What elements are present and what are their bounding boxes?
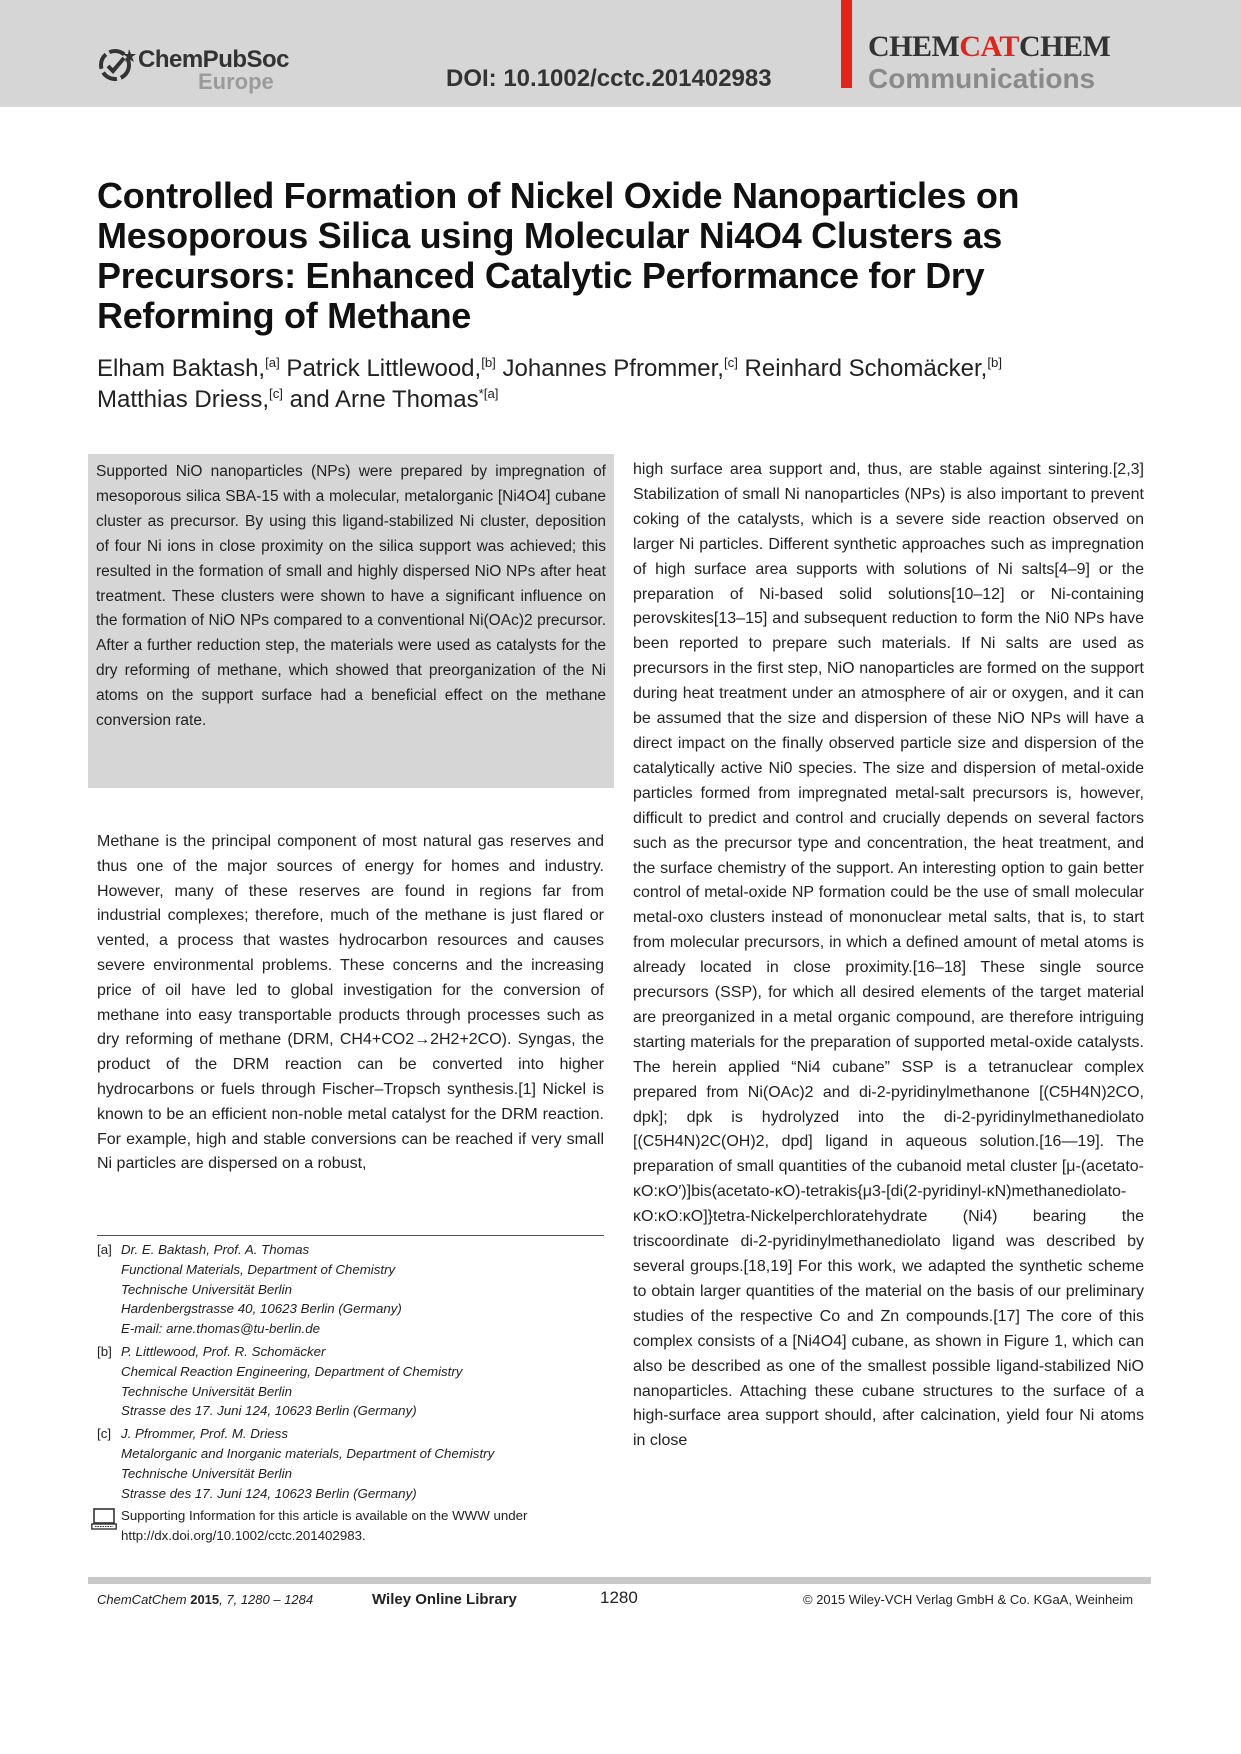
affiliation-label: [c] [97,1426,112,1442]
affiliation-line: Hardenbergstrasse 40, 10623 Berlin (Germany) [121,1301,402,1317]
title-line: Controlled Formation of Nickel Oxide Nanoparticles on [97,175,1020,216]
chempubsoc-logo-icon [98,46,136,84]
footer-citation: ChemCatChem 2015, 7, 1280 – 1284 [97,1592,314,1607]
affiliation-item [97,1424,604,1503]
author-name: and Arne Thomas [282,386,479,413]
abstract-text: Supported NiO nanoparticles (NPs) were prepared by impregnation of mesoporous silica SBA-15 with a molecular, metalorganic [Ni4O4] cubane cluster as precursor. By using this ligand-stabilized Ni cluster, deposition of four Ni ions in close proximity on the silica support was achieved; this resulted in the formation of small and highly dispersed NiO NPs after heat treatment. These clusters were shown to have a significant influence on the formation of NiO NPs compared to a conventional Ni(OAc)2 precursor. After a further reduction step, the materials were used as catalysts for the dry reforming of methane, which showed that preorganization of the Ni atoms on the support surface had a beneficial effect on the methane conversion rate. [96,463,606,730]
copyright: © 2015 Wiley-VCH Verlag GmbH & Co. KGaA, Weinheim [803,1592,1134,1607]
wiley-online-library-link[interactable]: Wiley Online Library [372,1591,517,1608]
affiliation-item [97,1240,604,1339]
affiliation-line: P. Littlewood, Prof. R. Schomäcker [121,1343,326,1359]
affiliation-line: Functional Materials, Department of Chemistry [121,1261,396,1277]
affiliation-line: Chemical Reaction Engineering, Department of Chemistry [121,1363,463,1379]
doi-link[interactable]: DOI: 10.1002/cctc.201402983 [446,65,772,92]
supporting-info-link[interactable]: http://dx.doi.org/10.1002/cctc.201402983. [121,1528,366,1544]
affiliation-line: Technische Universität Berlin [121,1281,292,1297]
author-line: Elham Baktash,[a] Patrick Littlewood,[b] Johannes Pfrommer,[c] Reinhard Schomäcker,[b] [97,355,1003,382]
affiliation-divider [97,1235,604,1236]
affiliation-item [97,1342,604,1421]
title-line: Precursors: Enhanced Catalytic Performance for Dry [97,255,985,296]
journal-name: CHEMCATCHEM [868,30,1111,63]
body-text-right-column: high surface area support and, thus, are stable against sintering.[2,3] Stabilization of small Ni nanoparticles (NPs) is also important to prevent coking of the catalysts, which is a severe side reaction observed on larger Ni particles. Different synthetic approaches such as impregnation of high surface area supports with solutions of Ni salts[4–9] or the preparation of Ni-based solid solutions[10–12] or Ni-containing perovskites[13–15] and subsequent reduction to form the Ni0 NPs have been reported to prepare such materials. If Ni salts are used as precursors in the first step, NiO nanoparticles are formed on the support during heat treatment under an atmosphere of air or oxygen, and it can be assumed that the size and dispersion of these NiO NPs will have a direct impact on the finally observed particle size and dispersion of the catalytically active Ni0 species. The size and dispersion of metal-oxide particles formed from impregnated metal-salt precursors is, however, difficult to predict and control and crucially depends on several factors such as the precursor type and concentration, the heat treatment, and the surface chemistry of the support. An interesting option to gain better control of metal-oxide NP formation could be the use of small molecular metal-oxo clusters instead of mononuclear metal salts, that is, to start from molecular precursors, in which a defined amount of metal atoms is already located in close proximity.[16–18] These single source precursors (SSP), for which all desired elements of the target material are preorganized in a metal organic compound, are therefore intriguing starting materials for the preparation of supported metal-oxide catalysts. The herein applied “Ni4 cubane” SSP is a tetranuclear complex prepared from Ni(OAc)2 and di-2-pyridinylmethanone [(C5H4N)2CO, dpk]; dpk is hydrolyzed into the di-2-pyridinylmethanediolato [(C5H4N)2C(OH)2, dpd] ligand in aqueous solution.[16—19]. The preparation of small quantities of the cubanoid metal cluster [μ-(acetato-κO:κO′)]bis(acetato-κO)-tetrakis{μ3-[di(2-pyridinyl-κN)methanediolato-κO:κO:κO]}tetra-Nickelperchloratehydrate (Ni4) bearing the triscoordinate di-2-pyridinylmethanediolato ligand was described by several groups.[18,19] For this work, we adapted the synthetic scheme to obtain larger quantities of the material on the basis of our preliminary studies of the respective Co and Zn compounds.[17] The core of this complex consists of a [Ni4O4] cubane, as shown in Figure 1, which can also be described as one of the smallest possible ligand-stabilized NiO nanoparticles. Attaching these cubane structures to the surface of a high-surface area support should, after calcination, yield four Ni atoms in close [633,461,1144,1450]
title-line: Mesoporous Silica using Molecular Ni4O4 Clusters as [97,215,1002,256]
publisher-region: Europe [198,69,274,94]
affiliations [97,1240,604,1546]
author-name: Patrick Littlewood, [279,355,482,382]
article-title [97,176,1157,336]
author-name: Johannes Pfrommer, [495,355,724,382]
affiliation-line: Strasse des 17. Juni 124, 10623 Berlin (Germany) [121,1485,417,1501]
author-name: Elham Baktash, [97,355,266,382]
page-number: 1280 [600,1588,638,1607]
affiliation-line: J. Pfrommer, Prof. M. Driess [121,1426,288,1442]
affiliation-line: Strasse des 17. Juni 124, 10623 Berlin (Germany) [121,1403,417,1419]
supporting-information [97,1506,604,1546]
affiliation-label: [a] [97,1242,112,1257]
author-line: Matthias Driess,[c] and Arne Thomas$^{*[a]}$ [97,386,499,413]
supporting-info-text: Supporting Information for this article is available on the WWW under [121,1508,528,1524]
journal-accent-bar [841,0,852,88]
footer-rule [88,1577,1151,1584]
contact-email[interactable]: E-mail: arne.thomas@tu-berlin.de [121,1321,320,1337]
article-section: Communications [868,63,1096,94]
affiliation-line: Dr. E. Baktash, Prof. A. Thomas [121,1242,310,1257]
affiliation-line: Technische Universität Berlin [121,1465,292,1481]
body-text-left-column: Methane is the principal component of most natural gas reserves and thus one of the major sources of energy for homes and industry. However, many of these reserves are found in regions far from industrial complexes; therefore, much of the methane is just flared or vented, a process that wastes hydrocarbon resources and causes severe environmental problems. These concerns and the increasing price of oil have led to global investigation for the conversion of methane into easy transportable products through processes such as dry reforming of methane (DRM, CH4+CO2→2H2+2CO). Syngas, the product of the DRM reaction can be converted into higher hydrocarbons or fuels through Fischer–Tropsch synthesis.[1] Nickel is known to be an efficient non-noble metal catalyst for the DRM reaction. For example, high and stable conversions can be reached if very small Ni particles are dispersed on a robust, [97,833,604,1173]
title-line: Reforming of Methane [97,295,472,336]
affiliation-label: [b] [97,1343,112,1359]
author-name: Matthias Driess, [97,386,270,413]
author-list [97,353,1157,415]
computer-icon [91,1508,119,1530]
publisher-name: ChemPubSoc [138,46,290,73]
publisher-logo[interactable] [98,46,290,96]
affiliation-line: Technische Universität Berlin [121,1383,292,1399]
affiliation-line: Metalorganic and Inorganic materials, Department of Chemistry [121,1445,495,1461]
author-name: Reinhard Schomäcker, [737,355,988,382]
